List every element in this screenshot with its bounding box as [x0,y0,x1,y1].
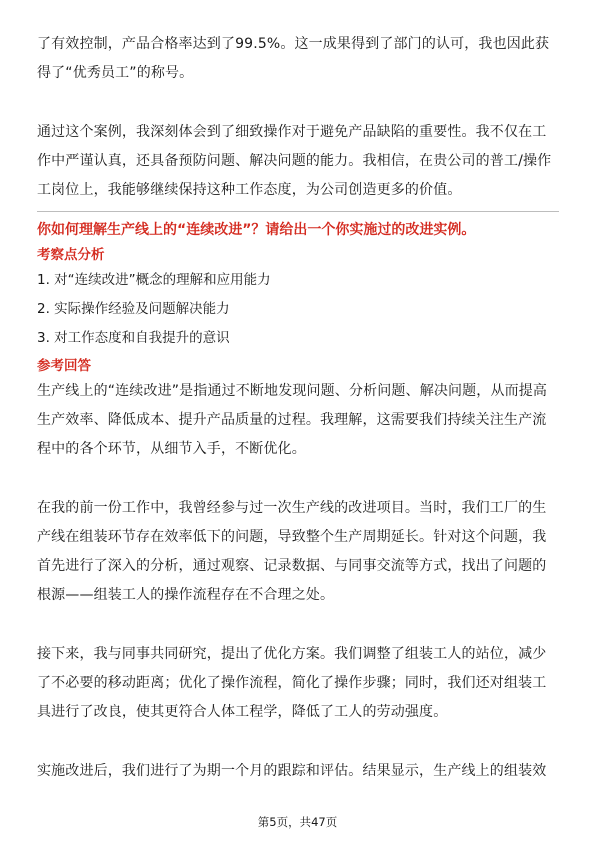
answer-paragraph-4: 实施改进后，我们进行了为期一个月的跟踪和评估。结果显示，生产线上的组装效 [37,763,547,779]
interview-question: 你如何理解生产线上的“连续改进”？请给出一个你实施过的改进实例。 [37,222,476,238]
document-page [37,30,559,786]
paragraph-gap [37,88,559,118]
answer-paragraph-3: 接下来，我与同事共同研究，提出了优化方案。我们调整了组装工人的站位，减少了不必要的移动距离；优化了操作流程，简化了操作步骤；同时，我们还对组装工具进行了改良，使其更符合人体工程学，降低了工人的劳动强度。 [37,646,547,720]
paragraph-gap [37,610,559,640]
section-divider [37,211,559,212]
analysis-point-3: 3. 对工作态度和自我提升的意识 [37,330,230,346]
paragraph-gap [37,727,559,757]
answer-paragraph-2: 在我的前一份工作中，我曾经参与过一次生产线的改进项目。当时，我们工厂的生产线在组装环节存在效率低下的问题，导致整个生产周期延长。针对这个问题，我首先进行了深入的分析，通过观察、记录数据、与同事交流等方式，找出了问题的根源——组装工人的操作流程存在不合理之处。 [37,500,547,603]
analysis-point-2: 2. 实际操作经验及问题解决能力 [37,301,230,317]
analysis-point-1: 1. 对“连续改进”概念的理解和应用能力 [37,272,271,288]
intro-paragraph-2: 通过这个案例，我深刻体会到了细致操作对于避免产品缺陷的重要性。我不仅在工作中严谨认真，还具备预防问题、解决问题的能力。我相信，在贵公司的普工/操作工岗位上，我能够继续保持这种工作态度，为公司创造更多的价值。 [37,124,552,198]
analysis-heading: 考察点分析 [37,247,105,263]
answer-heading: 参考回答 [37,358,91,374]
page-number-footer: 第5页，共47页 [257,815,338,829]
paragraph-gap [37,464,559,494]
intro-paragraph-1: 了有效控制，产品合格率达到了99.5%。这一成果得到了部门的认可，我也因此获得了“优秀员工”的称号。 [37,36,550,81]
answer-paragraph-1: 生产线上的“连续改进”是指通过不断地发现问题、分析问题、解决问题，从而提高生产效率、降低成本、提升产品质量的过程。我理解，这需要我们持续关注生产流程中的各个环节，从细节入手，不断优化。 [37,383,548,457]
